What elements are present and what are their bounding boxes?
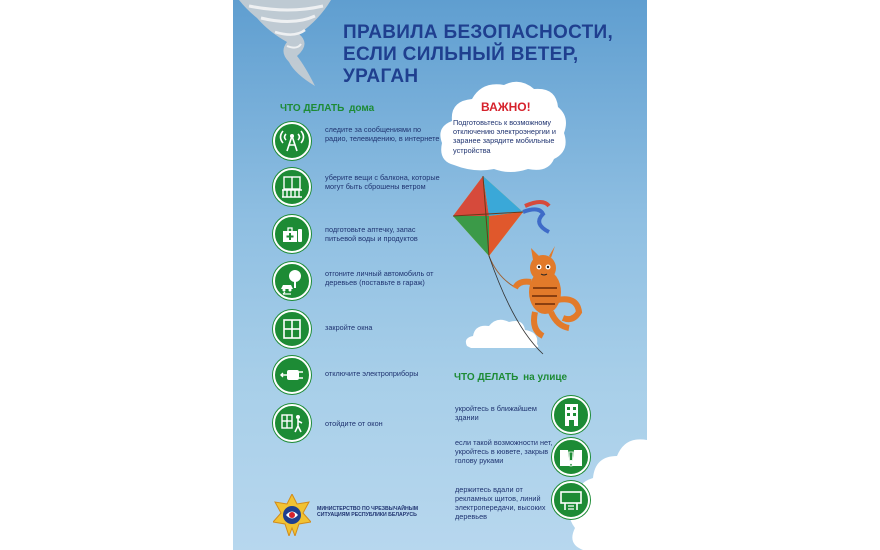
home-item-text: закройте окна xyxy=(325,323,373,332)
car-tree-icon xyxy=(273,262,311,300)
home-item-text: отключите электроприборы xyxy=(325,369,419,378)
plug-icon xyxy=(273,356,311,394)
home-item-text: отгоните личный автомобиль от деревьев (поставьте в гараж) xyxy=(325,269,434,287)
home-item-text: подготовьте аптечку, запас питьевой воды и продуктов xyxy=(325,225,418,243)
safety-poster xyxy=(233,0,647,550)
street-item-text: если такой возможности нет, укройтесь в кювете, закрыв голову руками xyxy=(455,438,553,465)
kite-cat-illustration xyxy=(453,176,603,366)
street-section-place: на улице xyxy=(523,372,568,383)
first-aid-kit-icon xyxy=(273,215,311,253)
street-item-text: укройтесь в ближайшем здании xyxy=(455,404,537,422)
street-item-text: держитесь вдали от рекламных щитов, линий электропередачи, высоких деревьев xyxy=(455,485,546,521)
home-section-place: дома xyxy=(349,103,375,114)
home-section-title xyxy=(280,103,374,114)
billboard-icon xyxy=(552,481,590,519)
balcony-icon xyxy=(273,168,311,206)
home-section-label: ЧТО ДЕЛАТЬ xyxy=(280,103,345,114)
radio-tower-icon xyxy=(273,122,311,160)
ditch-icon xyxy=(552,438,590,476)
street-section-label: ЧТО ДЕЛАТЬ xyxy=(454,372,519,383)
important-text: Подготовьтесь к возможному отключению электроэнергии и заранее зарядите мобильные устройства xyxy=(453,118,556,155)
cat-icon xyxy=(515,246,579,336)
important-title: ВАЖНО! xyxy=(481,100,531,114)
building-icon xyxy=(552,396,590,434)
ministry-name: МИНИСТЕРСТВО ПО ЧРЕЗВЫЧАЙНЫМ СИТУАЦИЯМ РЕСПУБЛИКИ БЕЛАРУСЬ xyxy=(317,506,419,519)
home-item-text: уберите вещи с балкона, которые могут быть сброшены ветром xyxy=(325,173,440,191)
walk-away-window-icon xyxy=(273,404,311,442)
poster-title: ПРАВИЛА БЕЗОПАСНОСТИ, ЕСЛИ СИЛЬНЫЙ ВЕТЕР, УРАГАН xyxy=(343,22,614,87)
ministry-emblem-icon xyxy=(273,494,311,536)
street-section-title xyxy=(454,372,567,383)
tornado-icon xyxy=(239,0,331,86)
home-item-text: следите за сообщениями по радио, телевидению, в интернете xyxy=(325,125,440,143)
home-item-text: отойдите от окон xyxy=(325,419,383,428)
window-icon xyxy=(273,310,311,348)
